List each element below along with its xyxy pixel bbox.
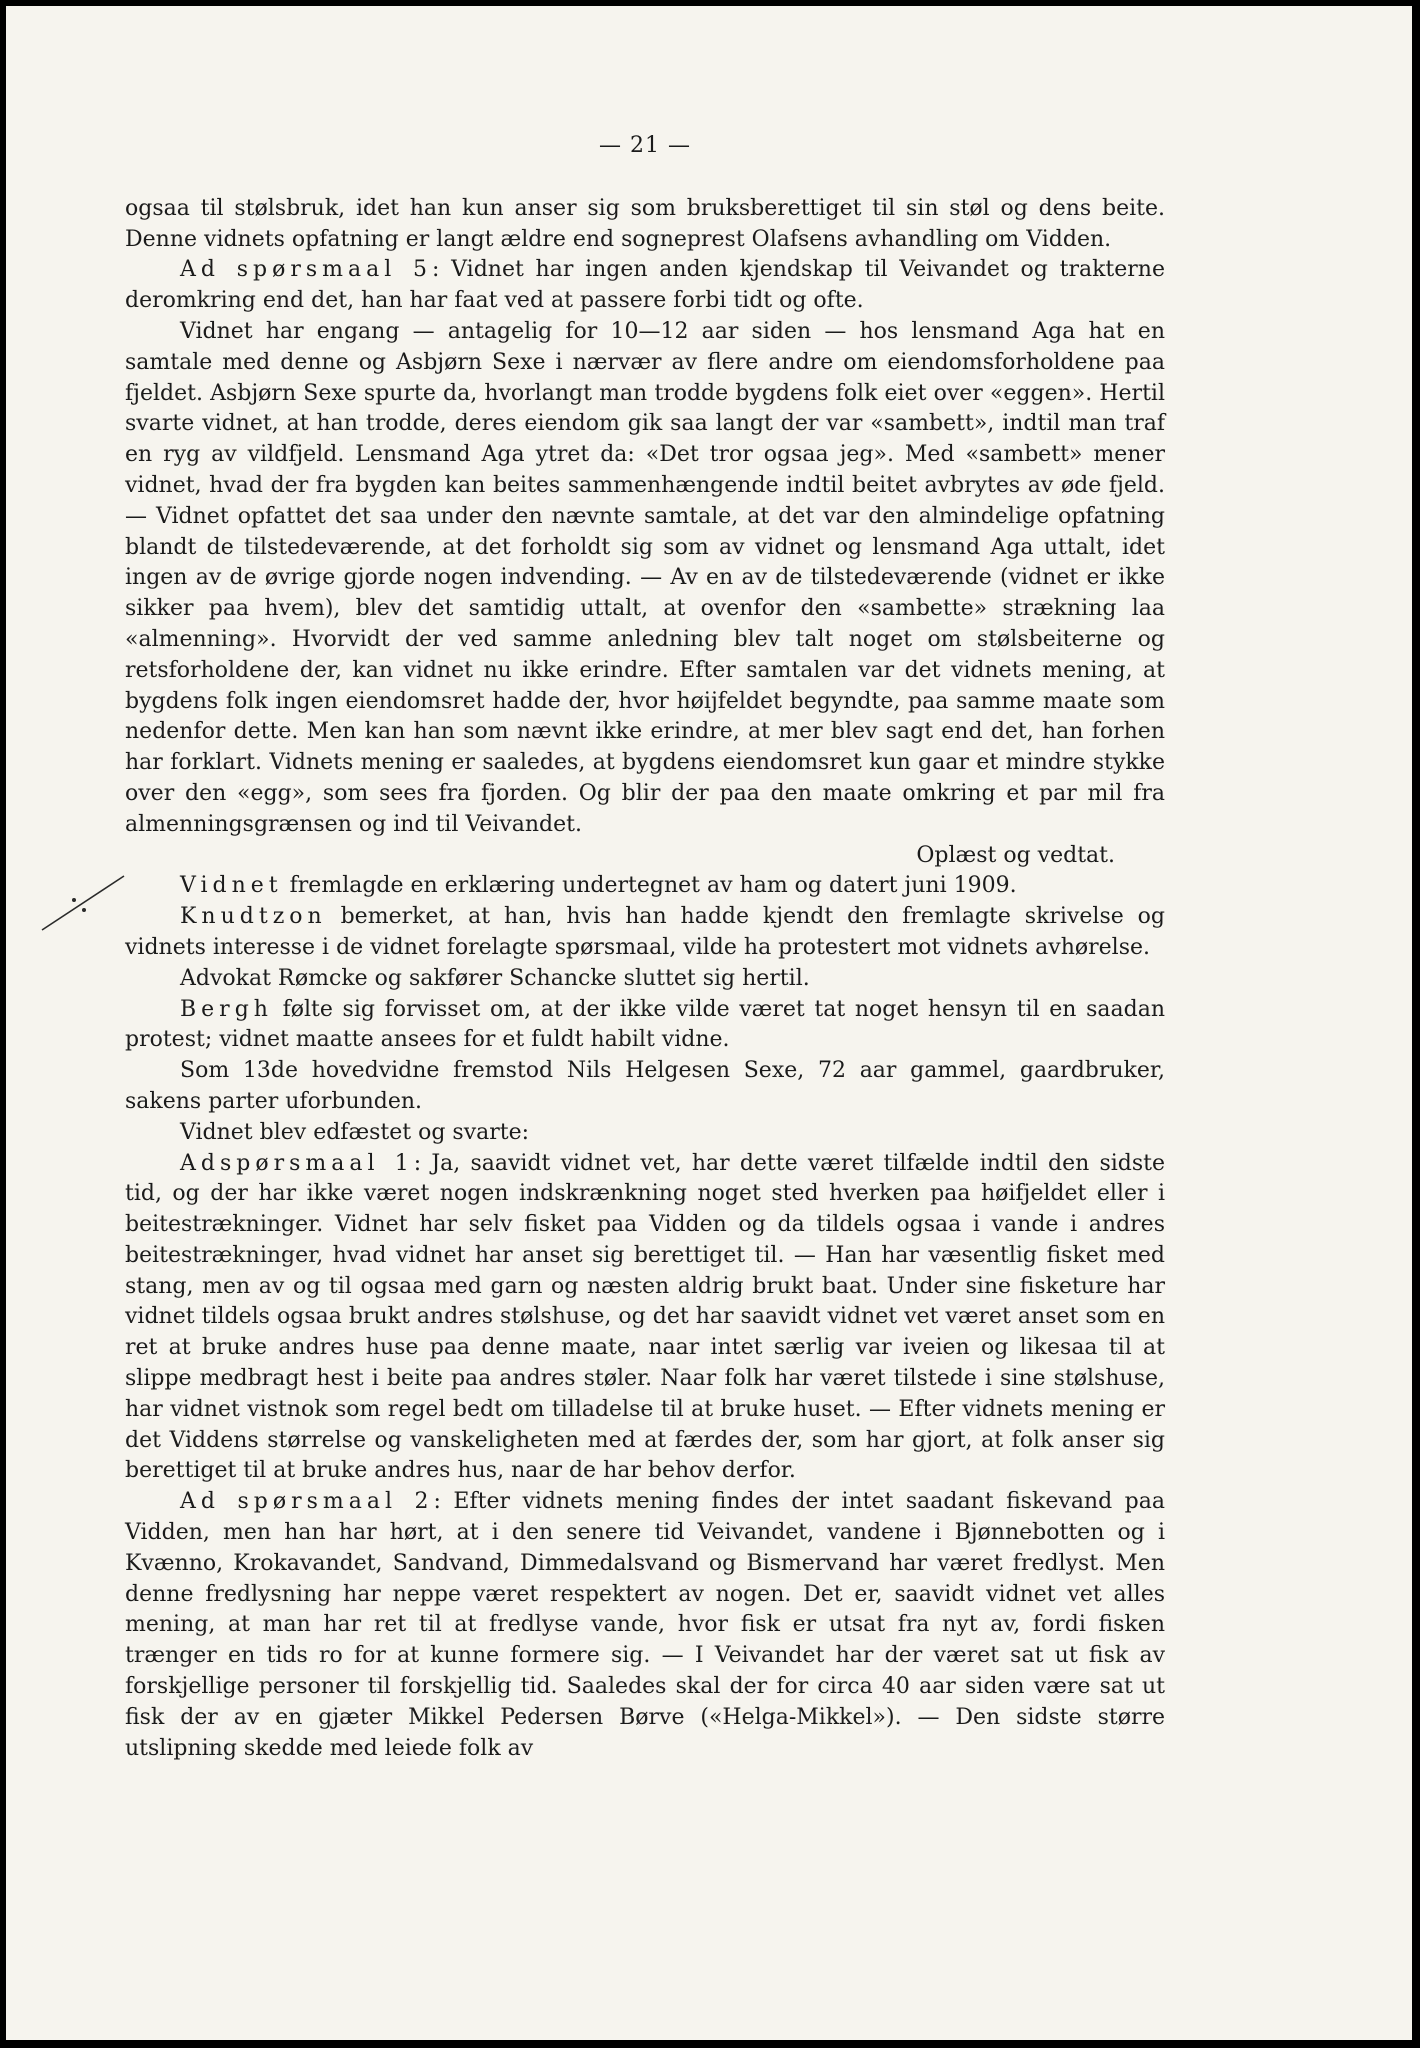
paragraph <box>125 964 1165 995</box>
paragraph <box>125 255 1165 317</box>
paragraph-text: : Ja, saavidt vidnet vet, har dette været tilfælde indtil den sidste tid, og der har ikke været nogen indskrænkning noget sted hverken paa høifjeldet eller i beitestrækninger. Vidnet har selv fisket paa Vidden og da tildels ogsaa i vande i andres beitestrækninger, hvad vidnet har anset sig berettiget til. — Han har væsentlig fisket med stang, men av og til ogsaa med garn og næsten aldrig brukt baat. Under sine fisketure har vidnet tildels ogsaa brukt andres stølshuse, og det har saavidt vidnet vet været anset som en ret at bruke andres huse paa denne maate, naar intet særlig var iveien og likesaa til at slippe medbragt hest i beite paa andres støler. Naar folk har været tilstede i sine stølshuse, har vidnet vistnok som regel bedt om tilladelse til at bruke huset. — Efter vidnets mening er det Viddens størrelse og vanskeligheten med at færdes der, som har gjort, at folk anser sig berettiget til at bruke andres hus, naar de har behov derfor. <box>125 1150 1166 1484</box>
spaced-lead-text: Ad spørsmaal 5 <box>180 257 433 283</box>
text-block <box>125 194 1165 1765</box>
paragraph <box>125 1149 1165 1488</box>
paragraph <box>125 871 1165 902</box>
spaced-lead-text: Bergh <box>180 996 273 1022</box>
margin-annotation-mark <box>40 872 130 934</box>
paragraph-text: : Vidnet har ingen anden kjendskap til Veivandet og trakterne deromkring end det, han har faat ved at passere forbi tidt og ofte. <box>125 257 1165 314</box>
paragraph-text: ogsaa til stølsbruk, idet han kun anser sig som bruksberettiget til sin støl og dens beite. Denne vidnets opfatning er langt ældre end sogneprest Olafsens avhandling om Vidden. <box>125 195 1165 252</box>
page-number: — 21 — <box>599 133 691 158</box>
paragraph <box>125 902 1165 964</box>
paragraph-text: fremlagde en erklæring undertegnet av ham og datert juni 1909. <box>282 873 1017 899</box>
spaced-lead-text: Adspørsmaal 1 <box>180 1150 414 1176</box>
paragraph <box>125 1487 1165 1764</box>
spaced-lead-text: Knudtzon <box>180 904 327 930</box>
paragraph-text: Vidnet har engang — antagelig for 10—12 aar siden — hos lensmand Aga hat en samtale med denne og Asbjørn Sexe i nærvær av flere andre om eiendomsforholdene paa fjeldet. Asbjørn Sexe spurte da, hvorlangt man trodde bygdens folk eiet over «eggen». Hertil svarte vidnet, at han trodde, deres eiendom gik saa langt der var «sambett», indtil man traf en ryg av vildfjeld. Lensmand Aga ytret da: «Det tror ogsaa jeg». Med «sambett» mener vidnet, hvad der fra bygden kan beites sammenhængende indtil beitet avbrytes av øde fjeld. — Vidnet opfattet det saa under den nævnte samtale, at det var den almindelige opfatning blandt de tilstedeværende, at det forholdt sig som av vidnet og lensmand Aga uttalt, idet ingen av de øvrige gjorde nogen indvending. — Av en av de tilstedeværende (vidnet er ikke sikker paa hvem), blev det samtidig uttalt, at ovenfor den «sambette» strækning laa «almenning». Hvorvidt der ved samme anledning blev talt noget om stølsbeiterne og retsforholdene der, kan vidnet nu ikke erindre. Efter samtalen var det vidnets mening, at bygdens folk ingen eiendomsret hadde der, hvor høijfeldet begyndte, paa samme maate som nedenfor dette. Men kan han som nævnt ikke erindre, at mer blev sagt end det, han forhen har forklart. Vidnets mening er saaledes, at bygdens eiendomsret kun gaar et mindre stykke over den «egg», som sees fra fjorden. Og blir der paa den maate omkring et par mil fra almenningsgrænsen og ind til Veivandet. <box>125 318 1165 837</box>
spaced-lead-text: Ad spørsmaal 2 <box>180 1489 434 1515</box>
paragraph-text: : Efter vidnets mening findes der intet saadant fiskevand paa Vidden, men han har hørt, at i den senere tid Veivandet, vandene i Bjønnebotten og i Kvænno, Krokavandet, Sandvand, Dimmedalsvand og Bismervand har været fredlyst. Men denne fredlysning har neppe været respektert av nogen. Det er, saavidt vidnet vet alles mening, at man har ret til at fredlyse vande, hvor fisk er utsat fra nyt av, fordi fisken trænger en tids ro for at kunne formere sig. — I Veivandet har der været sat ut fisk av forskjellige personer til forskjellig tid. Saaledes skal der for circa 40 aar siden være sat ut fisk der av en gjæter Mikkel Pedersen Børve («Helga-Mikkel»). — Den sidste større utslipning skedde med leiede folk av <box>125 1489 1165 1761</box>
document-body <box>125 131 1165 1764</box>
paragraph <box>125 1118 1165 1149</box>
paragraph-text: følte sig forvisset om, at der ikke vilde været tat noget hensyn til en saadan protest; vidnet maatte ansees for et fuldt habilt vidne. <box>125 996 1165 1053</box>
paragraph <box>125 194 1165 256</box>
paragraph-text: Vidnet blev edfæstet og svarte: <box>180 1119 530 1145</box>
paragraph-text: Som 13de hovedvidne fremstod Nils Helgesen Sexe, 72 aar gammel, gaardbruker, sakens parter uforbunden. <box>125 1058 1165 1114</box>
paragraph <box>125 995 1165 1057</box>
paragraph <box>125 317 1165 841</box>
paragraph-text: Advokat Rømcke og sakfører Schancke sluttet sig hertil. <box>180 965 810 991</box>
paragraph-text: bemerket, at han, hvis han hadde kjendt den fremlagte skrivelse og vidnets interesse i de vidnet forelagte spørsmaal, vilde ha protestert mot vidnets avhørelse. <box>125 904 1165 960</box>
spaced-lead-text: Vidnet <box>180 873 283 899</box>
paragraph <box>125 1056 1165 1118</box>
paragraph <box>125 841 1165 872</box>
paragraph-text: Oplæst og vedtat. <box>916 842 1115 868</box>
